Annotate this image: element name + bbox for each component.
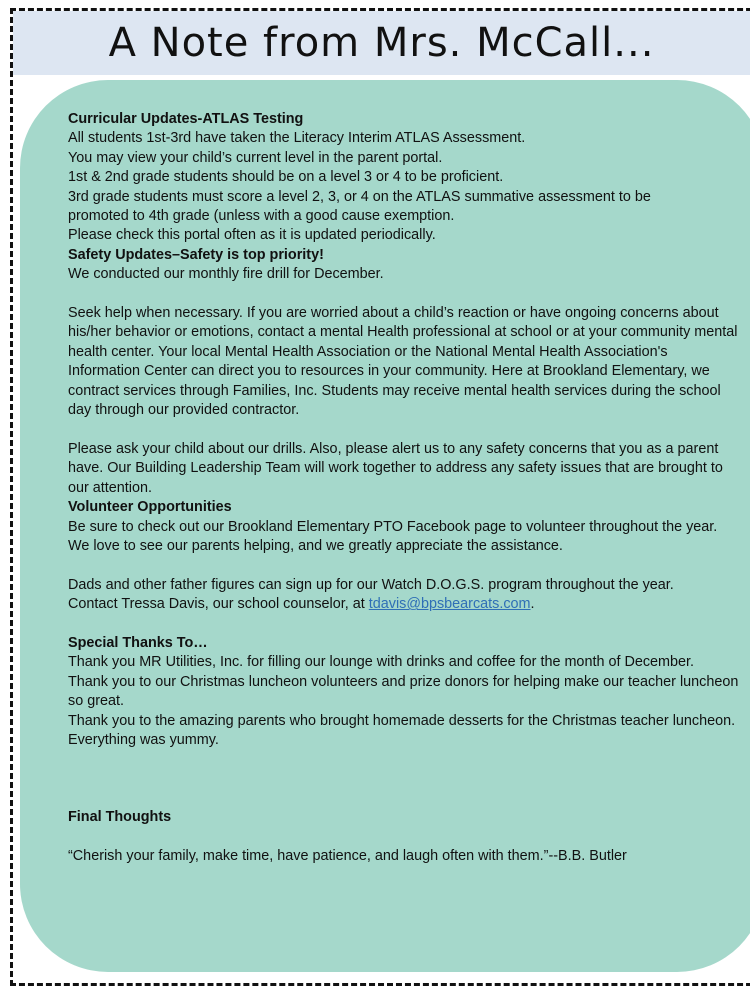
curricular-line: You may view your child’s current level in the parent portal. xyxy=(68,149,443,166)
curricular-line: 3rd grade students must score a level 2, 3, or 4 on the ATLAS summative assessment to be xyxy=(68,188,651,205)
safety-fire-drill: We conducted our monthly fire drill for December. xyxy=(68,266,384,283)
thanks-item: Thank you to the amazing parents who brought homemade desserts for the Christmas teacher luncheon. Everything was yummy. xyxy=(68,712,736,748)
volunteer-dogs-paragraph: Dads and other father figures can sign up for our Watch D.O.G.S. program throughout the year. xyxy=(68,576,674,593)
final-thoughts-heading: Final Thoughts xyxy=(68,809,172,826)
contact-suffix: . xyxy=(530,596,535,613)
thanks-item: Thank you MR Utilities, Inc. for filling our lounge with drinks and coffee for the month of December. xyxy=(68,654,695,671)
safety-mental-health-paragraph: Seek help when necessary. If you are worried about a child’s reaction or have ongoing concerns about his/her behavior or emotions, contact a mental Health professional at school or at your community mental health center. Your local Mental Health Association or the National Mental Health Association's Information Center can direct you to resources in your community. Here at Brookland Elementary, we contract services through Families, Inc. Students may receive mental health services during the school day through our provided contractor. xyxy=(68,305,738,419)
volunteer-contact xyxy=(68,595,740,614)
curricular-line: Please check this portal often as it is updated periodically. xyxy=(68,227,436,244)
thanks-item: Thank you to our Christmas luncheon volunteers and prize donors for helping make our teacher luncheon so great. xyxy=(68,673,739,710)
counselor-email-link[interactable]: tdavis@bpsbearcats.com xyxy=(368,596,531,613)
curricular-line: 1st & 2nd grade students should be on a level 3 or 4 to be proficient. xyxy=(68,169,504,186)
volunteer-pto-paragraph: Be sure to check out our Brookland Elementary PTO Facebook page to volunteer throughout the year. We love to see our parents helping, and we greatly appreciate the assistance. xyxy=(68,518,718,554)
safety-drills-paragraph: Please ask your child about our drills. Also, please alert us to any safety concerns that you as a parent have. Our Building Leadership Team will work together to address any safety issues that are brought to our attention. xyxy=(68,440,723,496)
curricular-heading: Curricular Updates-ATLAS Testing xyxy=(68,111,304,127)
thanks-heading: Special Thanks To… xyxy=(68,634,208,651)
newsletter-content xyxy=(68,110,740,867)
volunteer-heading: Volunteer Opportunities xyxy=(68,499,232,516)
curricular-line: All students 1st-3rd have taken the Literacy Interim ATLAS Assessment. xyxy=(68,130,526,147)
contact-prefix: Contact Tressa Davis, our school counselor, at xyxy=(68,596,369,613)
safety-heading: Safety Updates–Safety is top priority! xyxy=(68,246,324,263)
page-title: A Note from Mrs. McCall... xyxy=(108,20,655,66)
final-quote: “Cherish your family, make time, have patience, and laugh often with them.”--B.B. Butler xyxy=(68,848,627,865)
curricular-line: promoted to 4th grade (unless with a good cause exemption. xyxy=(68,208,455,225)
